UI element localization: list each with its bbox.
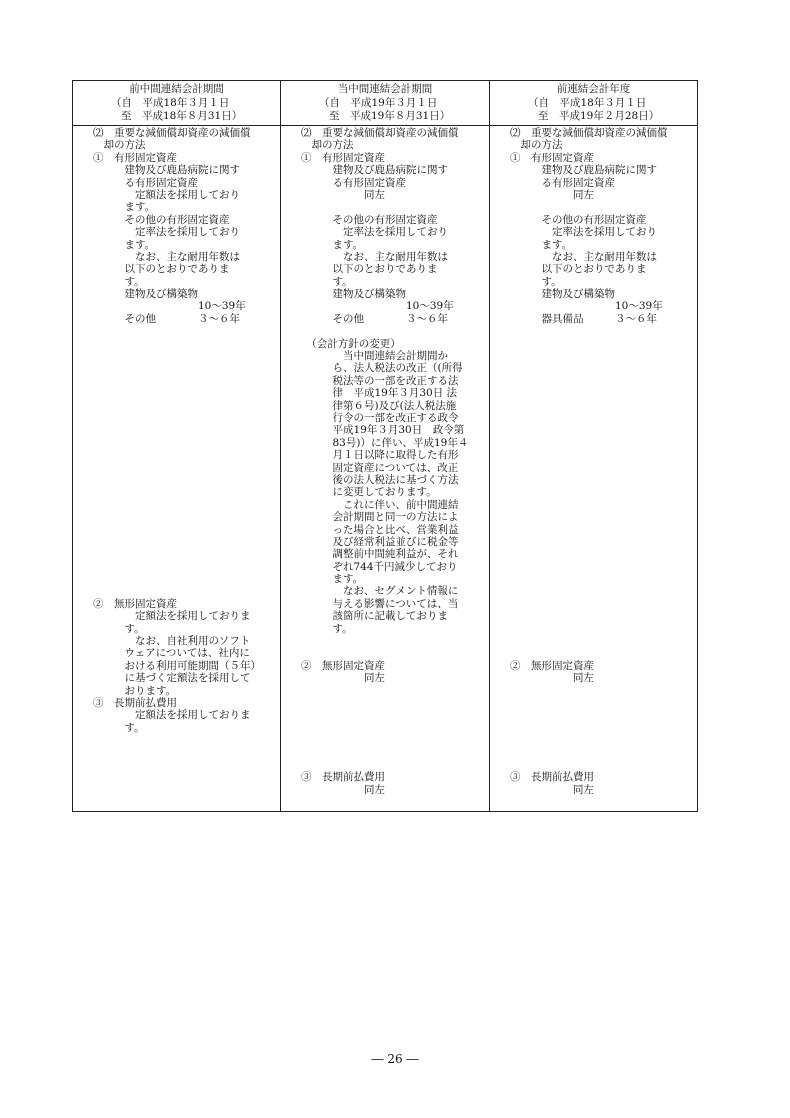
header-divider [73,125,697,126]
text-line: 同左 [301,188,385,201]
column-body-prior-interim [93,127,278,734]
text-line: その他の有形固定資産 [93,213,230,226]
text-line [510,375,696,387]
text-line [301,685,487,697]
text-line [510,623,696,635]
text-line: す。 [510,275,562,288]
text-line [510,548,696,560]
text-line [510,561,696,573]
text-line [510,759,696,771]
text-line: る有形固定資産 [510,176,615,189]
text-line: る有形固定資産 [93,176,198,189]
accounting-policy-table [72,80,698,812]
text-line [93,325,278,337]
text-line: 定額法を採用しておりま [93,610,251,623]
text-line [93,499,278,511]
text-line: す。 [301,622,353,635]
text-line: 同左 [510,783,594,796]
text-line: なお、セグメント情報に [301,585,459,598]
text-line: 税法等の一部を改正する法 [301,374,459,387]
text-line [510,610,696,622]
text-line: ⑵ 重要な減価償却資産の減価償 [93,127,251,139]
text-line: す。 [93,622,145,635]
text-line [510,412,696,424]
text-line: ぞれ744千円減少しており [301,560,458,573]
text-line: ③ 長期前払費用 [510,771,594,784]
text-line [93,350,278,362]
text-line: 及び経常利益並びに税金等 [301,535,459,548]
header-from: （自 平成18年３月１日 [528,96,647,109]
text-line: ウェアについては、社内に [93,647,250,660]
text-line [301,709,487,721]
text-line: 10～39年 [301,300,454,313]
text-line: ます。 [510,238,573,251]
text-line [93,338,278,350]
header-title: 前連結会計年度 [556,83,631,95]
text-line [510,734,696,746]
text-line [93,375,278,387]
text-line [510,486,696,498]
text-line [510,697,696,709]
text-line: 定率法を採用しており [301,226,448,239]
text-line: ① 有形固定資産 [93,151,177,164]
text-line: す。 [93,275,145,288]
text-line [510,325,696,337]
text-line: 該箇所に記載しておりま [301,610,448,623]
header-from: （自 平成18年３月１日 [111,96,230,109]
text-line [510,474,696,486]
text-line: ② 無形固定資産 [301,659,385,672]
text-line [93,573,278,585]
text-line [93,548,278,560]
column-body-current-interim [301,127,487,796]
column-divider [489,81,490,811]
text-line [93,462,278,474]
text-line: った場合と比べ、営業利益 [301,523,459,536]
text-line [93,536,278,548]
column-body-prior-year [510,127,696,796]
text-line [510,400,696,412]
text-line [510,647,696,659]
text-line: ③ 長期前払費用 [93,696,177,709]
text-line: 10～39年 [510,300,663,313]
text-line: ら、法人税法の改正（(所得 [301,362,463,375]
text-line: なお、主な耐用年数は [301,250,448,263]
text-line: る有形固定資産 [301,176,406,189]
text-line [510,201,696,213]
text-line: ① 有形固定資産 [510,151,594,164]
text-line: ます。 [301,238,364,251]
text-line [510,449,696,461]
text-line: なお、主な耐用年数は [510,250,657,263]
text-line [301,201,487,213]
text-line: 平成19年３月30日 政令第 [301,424,465,437]
text-line: に基づく定額法を採用して [93,672,251,685]
text-line [510,536,696,548]
text-line: 会計期間と同一の方法によ [301,511,459,524]
text-line: す。 [93,721,145,734]
text-line: 与える影響については、当 [301,597,459,610]
text-line: に変更しております。 [301,486,437,499]
text-line [93,362,278,374]
text-line [93,486,278,498]
text-line [510,338,696,350]
header-title: 前中間連結会計期間 [129,83,224,95]
text-line [93,511,278,523]
text-line [301,635,487,647]
text-line [301,722,487,734]
text-line: なお、自社利用のソフト [93,635,251,648]
text-line: 建物及び鹿島病院に関す [301,164,448,177]
text-line: その他の有形固定資産 [510,213,647,226]
text-line: 律 平成19年３月30日 法 [301,387,458,400]
header-title: 当中間連結会計期間 [337,83,433,95]
text-line: ます。 [93,238,156,251]
text-line [510,524,696,536]
header-to: 至 平成19年８月31日） [329,110,451,122]
text-line [93,474,278,486]
text-line [510,722,696,734]
text-line: 建物及び構築物 [301,288,406,301]
header-from: （自 平成19年３月１日 [319,96,438,109]
text-line [510,424,696,436]
text-line [510,598,696,610]
text-line: 却の方法 [510,139,563,152]
text-line: 建物及び構築物 [93,288,198,301]
text-line [93,449,278,461]
column-header-current-interim [281,83,489,125]
text-line [93,524,278,536]
text-line: ⑵ 重要な減価償却資産の減価償 [301,127,459,139]
text-line [510,462,696,474]
text-line: 後の法人税法に基づく方法 [301,473,459,486]
text-line: 83号)）に伴い、平成19年４ [301,436,469,449]
text-line: （会計方針の変更） [301,337,401,350]
text-line [301,325,487,337]
text-line: 10～39年 [93,300,246,313]
header-to: 至 平成19年２月28日） [538,110,660,122]
text-line [93,412,278,424]
text-line [510,350,696,362]
text-line [510,511,696,523]
text-line: 行令の一部を改正する政令 [301,411,459,424]
text-line [93,400,278,412]
text-line [93,561,278,573]
text-line: す。 [301,275,353,288]
text-line: 同左 [301,783,385,796]
text-line [510,585,696,597]
text-line [510,362,696,374]
text-line: 建物及び鹿島病院に関す [93,164,240,177]
text-line [510,635,696,647]
column-header-prior-interim [73,83,280,125]
text-line: 同左 [301,672,385,685]
text-line: 却の方法 [93,139,146,152]
column-header-prior-year [490,83,697,125]
text-line [301,647,487,659]
text-line [93,437,278,449]
text-line [510,499,696,511]
text-line: おります。 [93,684,177,697]
text-line: 月１日以降に取得した有形 [301,449,459,462]
text-line: 同左 [510,188,594,201]
text-line: ③ 長期前払費用 [301,771,385,784]
text-line [510,747,696,759]
text-line: ⑵ 重要な減価償却資産の減価償 [510,127,668,139]
text-line: 却の方法 [301,139,354,152]
text-line: 建物及び鹿島病院に関す [510,164,657,177]
text-line: 以下のとおりでありま [510,263,647,276]
text-line: おける利用可能期間（５年） [93,659,261,672]
text-line [510,387,696,399]
text-line: 同左 [510,672,594,685]
text-line: これに伴い、前中間連結 [301,498,459,511]
text-line [93,387,278,399]
text-line: 定額法を採用しておりま [93,709,251,722]
text-line: なお、主な耐用年数は [93,250,240,263]
text-line: 以下のとおりでありま [301,263,438,276]
text-line: 以下のとおりでありま [93,263,230,276]
text-line: 建物及び構築物 [510,288,615,301]
text-line: ます。 [93,201,156,214]
text-line: ② 無形固定資産 [93,597,177,610]
text-line: ② 無形固定資産 [510,659,594,672]
text-line [301,697,487,709]
text-line [510,685,696,697]
page-number: ― 26 ― [371,1052,419,1066]
text-line [93,424,278,436]
text-line: 調整前中間純利益が、それ [301,548,459,561]
header-to: 至 平成18年８月31日） [121,110,243,122]
text-line [510,437,696,449]
text-line: 固定資産については、改正 [301,461,459,474]
text-line [510,709,696,721]
text-line: 当中間連結会計期間か [301,350,448,363]
column-divider [280,81,281,811]
text-line [301,747,487,759]
text-line: ① 有形固定資産 [301,151,385,164]
text-line [301,734,487,746]
text-line [93,585,278,597]
text-line: その他 ３～６年 [93,312,240,325]
text-line: その他 ３～６年 [301,312,448,325]
text-line [301,759,487,771]
text-line [510,573,696,585]
text-line: その他の有形固定資産 [301,213,438,226]
text-line: 定率法を採用しており [510,226,657,239]
text-line: 律第６号)及び(法人税法施 [301,399,457,412]
text-line: 定率法を採用しており [93,226,240,239]
text-line: 定額法を採用しており [93,188,240,201]
text-line: ます。 [301,573,364,586]
text-line: 器具備品 ３～６年 [510,312,657,325]
